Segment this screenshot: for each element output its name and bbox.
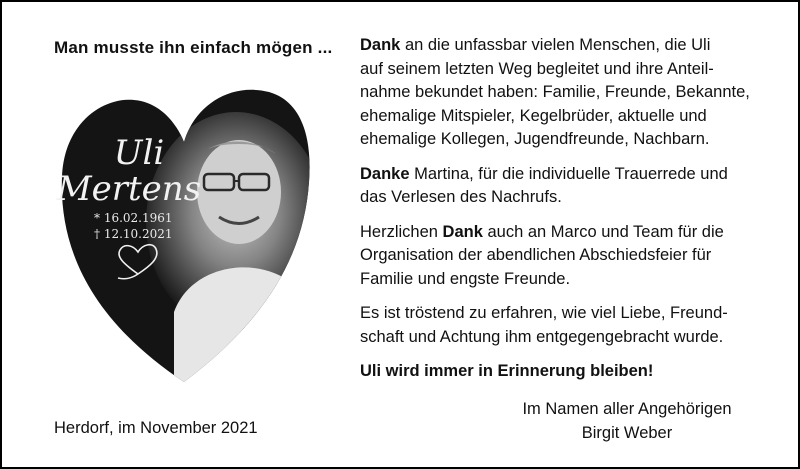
thanks-paragraph-2 bbox=[360, 163, 752, 210]
memorial-birth-date: * 16.02.1961 bbox=[94, 211, 173, 225]
heart-graphic bbox=[54, 82, 314, 387]
place-date: Herdorf, im November 2021 bbox=[54, 419, 258, 437]
text-line: Organisation der abendlichen Abschiedsfeier für bbox=[360, 246, 712, 264]
text-line: auf seinem letzten Weg begleitet und ihre Anteil- bbox=[360, 59, 714, 78]
text-line: Martina, für die individuelle Trauerrede und bbox=[409, 164, 728, 183]
closing-line: Uli wird immer in Erinnerung bleiben! bbox=[360, 362, 654, 380]
thanks-bold-dank: Dank bbox=[442, 222, 483, 241]
text-line: schaft und Achtung ihm entgegengebracht wurde. bbox=[360, 327, 724, 346]
thanks-paragraph-3 bbox=[360, 221, 752, 292]
signature-block bbox=[512, 397, 742, 445]
text-line: Es ist tröstend zu erfahren, wie viel Liebe, Freund- bbox=[360, 304, 728, 322]
text-line: nahme bekundet haben: Familie, Freunde, Bekannte, bbox=[360, 83, 750, 101]
text-line: an die unfassbar vielen Menschen, die Uli bbox=[400, 36, 711, 54]
text-line: Familie und engste Freunde. bbox=[360, 269, 571, 288]
thanks-paragraph-1 bbox=[360, 34, 752, 152]
thanks-paragraph-4 bbox=[360, 302, 752, 349]
memorial-heart bbox=[54, 82, 314, 387]
thanks-text bbox=[360, 34, 752, 395]
thanks-lead-danke: Danke bbox=[360, 164, 410, 183]
headline: Man musste ihn einfach mögen ... bbox=[54, 38, 333, 57]
text-line: ehemalige Mitspieler, Kegelbrüder, aktuelle und bbox=[360, 106, 707, 125]
memorial-death-date: † 12.10.2021 bbox=[94, 227, 173, 241]
memorial-first-name: Uli bbox=[113, 133, 165, 173]
signature-name: Birgit Weber bbox=[581, 424, 673, 442]
text-line: ehemalige Kollegen, Jugendfreunde, Nachbarn. bbox=[360, 130, 710, 148]
text-line: Herzlichen bbox=[360, 222, 443, 241]
memorial-last-name: Mertens bbox=[56, 169, 202, 209]
thanks-lead-dank: Dank bbox=[360, 36, 401, 54]
signature-line-1: Im Namen aller Angehörigen bbox=[522, 400, 732, 418]
text-line: auch an Marco und Team für die bbox=[482, 222, 724, 241]
text-line: das Verlesen des Nachrufs. bbox=[360, 188, 562, 206]
